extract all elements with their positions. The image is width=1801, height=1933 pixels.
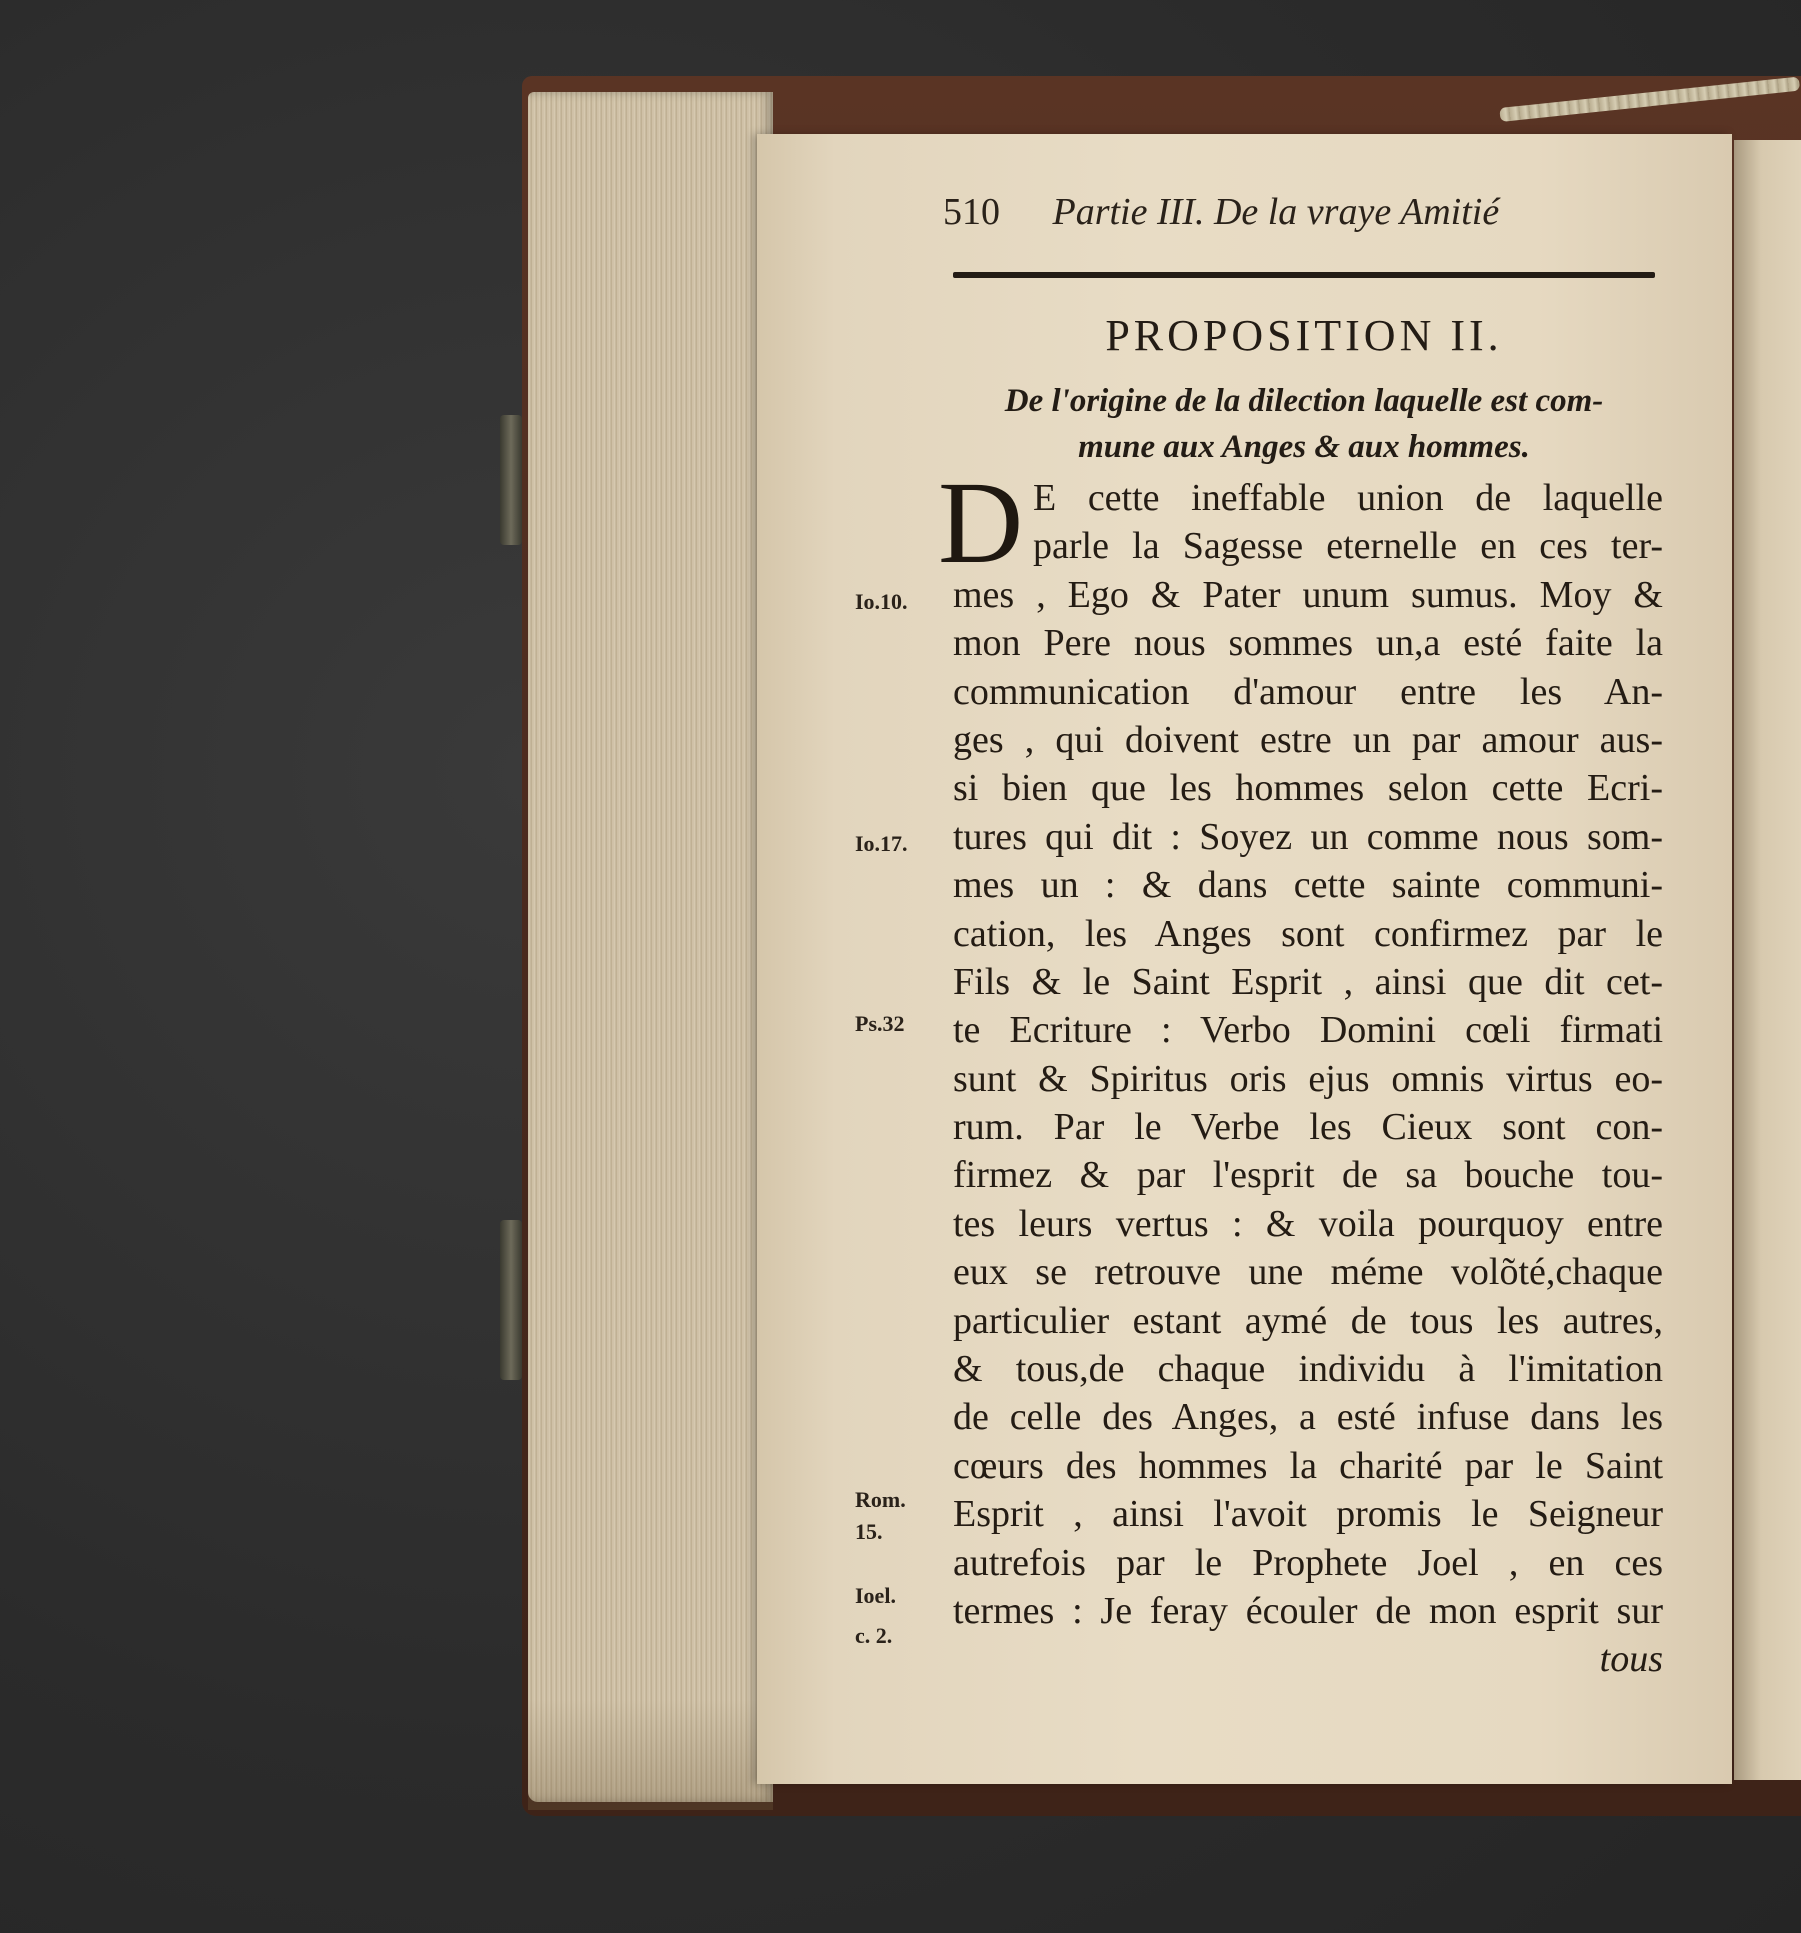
text-line: Fils & le Saint Esprit , ainsi que dit cet- [953,960,1663,1003]
section-subheading [953,378,1655,470]
facing-page [1734,140,1801,1780]
section-heading: PROPOSITION II. [1105,311,1503,360]
text-line: parle la Sagesse eternelle en ces ter- [1033,525,1663,568]
text-line: cation, les Anges sont confirmez par le [953,912,1663,955]
drop-cap: D [938,457,1024,588]
body-text [953,474,1663,1684]
text-line: eux se retrouve une méme volõté,chaque [953,1251,1663,1294]
margin-note: Rom. [855,1487,906,1512]
catchword: tous [1599,1638,1663,1681]
text-line: tes leurs vertus : & voila pourquoy entre [953,1202,1663,1245]
text-line: ges , qui doivent estre un par amour aus- [953,718,1663,761]
text-line: particulier estant aymé de tous les autres, [953,1299,1663,1342]
page-stack-shadow [528,1700,773,1810]
page-stack-edges [528,92,773,1802]
text-line: sunt & Spiritus oris ejus omnis virtus eo- [953,1057,1663,1100]
text-line: mon Pere nous sommes un,a esté faite la [953,622,1663,665]
text-line: te Ecriture : Verbo Domini cœli firmati [953,1009,1663,1052]
margin-note: Io.17. [855,831,908,856]
text-line: rum. Par le Verbe les Cieux sont con- [953,1106,1663,1149]
text-line: Esprit , ainsi l'avoit promis le Seigneur [953,1493,1663,1536]
margin-note: 15. [855,1519,883,1544]
subheading-line: mune aux Anges & aux hommes. [1078,429,1530,465]
text-line: si bien que les hommes selon cette Ecri- [953,767,1663,810]
book-clasp-upper [500,415,522,545]
text-line: de celle des Anges, a esté infuse dans les [953,1396,1663,1439]
text-line: mes un : & dans cette sainte communi- [953,864,1663,907]
margin-note: Ioel. [855,1583,896,1608]
text-line: mes , Ego & Pater unum sumus. Moy & [953,573,1663,616]
text-line: tures qui dit : Soyez un comme nous som- [953,815,1663,858]
text-line: autrefois par le Prophete Joel , en ces [953,1541,1663,1584]
header-rule [953,272,1655,278]
text-line: communication d'amour entre les An- [953,670,1663,713]
text-line: firmez & par l'esprit de sa bouche tou- [953,1154,1663,1197]
book-clasp-lower [500,1220,522,1380]
subheading-line: De l'origine de la dilection laquelle est com- [1004,383,1604,419]
running-title: Partie III. De la vraye Amitié [1052,191,1500,233]
margin-note: Ps.32 [855,1011,905,1036]
text-line: cœurs des hommes la charité par le Saint [953,1444,1663,1487]
page-number: 510 [943,191,1000,233]
margin-note: c. 2. [855,1623,893,1648]
running-head [943,190,1583,234]
text-line: termes : Je feray écouler de mon esprit sur [953,1589,1663,1632]
text-line: & tous,de chaque individu à l'imitation [953,1348,1663,1391]
margin-note: Io.10. [855,589,908,614]
text-line: E cette ineffable union de laquelle [1033,477,1663,519]
